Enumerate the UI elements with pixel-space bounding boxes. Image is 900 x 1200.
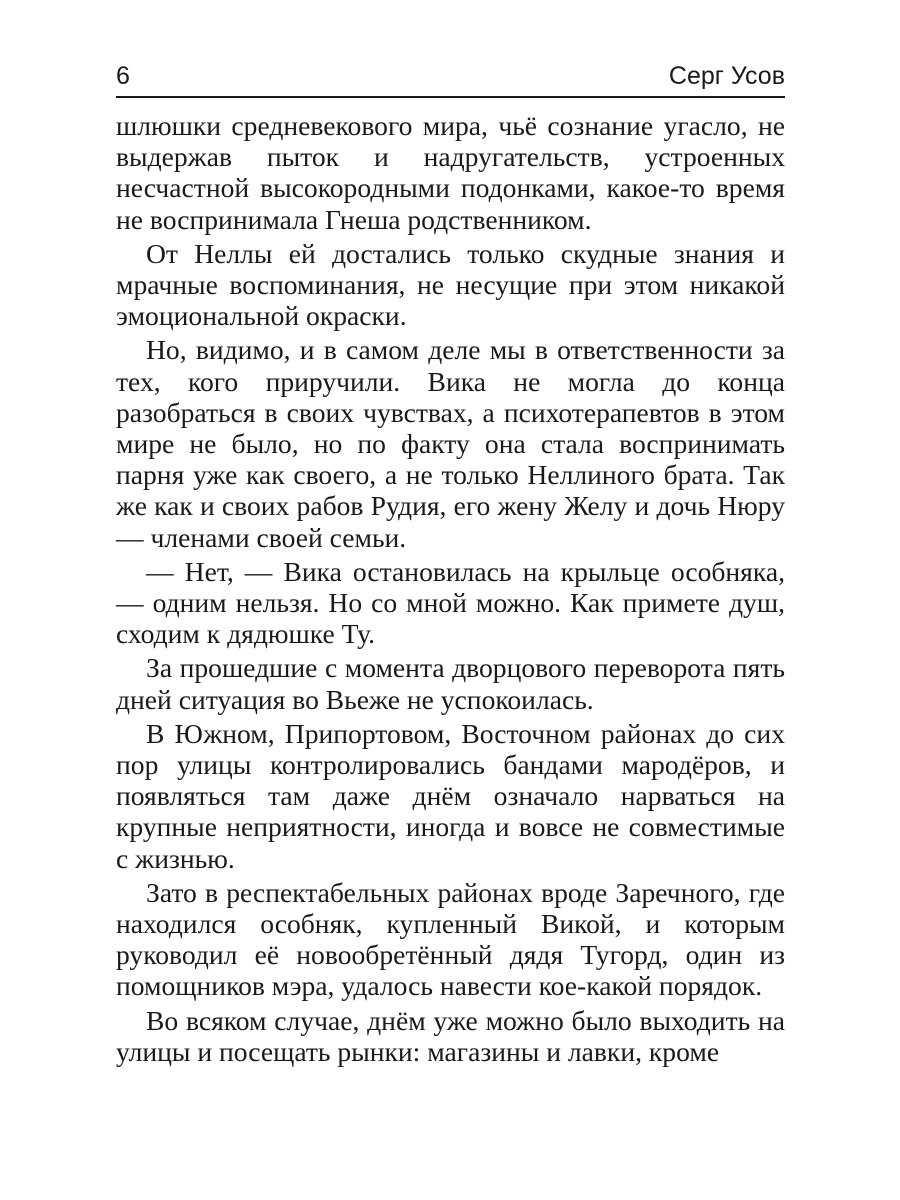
author-name: Серг Усов [668,62,785,90]
paragraph: Но, видимо, и в самом деле мы в ответственности за тех, кого приручили. Вика не могла до конца разобраться в своих чувствах, а психотерапевтов в этом мире не было, но по факту она стала воспринимать парня уже как своего, а не только Неллиного брата. Так же как и своих рабов Рудия, его жену Желу и дочь Нюру — членами своей семьи. [116,334,785,553]
paragraph: За прошедшие с момента дворцового переворота пять дней ситуация во Вьеже не успокоилась. [116,652,785,715]
paragraph: шлюшки средневекового мира, чьё сознание угасло, не выдержав пыток и надругательств, устроенных несчастной высокородными подонками, какое-то время не воспринимала Гнеша родственником. [116,110,785,235]
paragraph: От Неллы ей достались только скудные знания и мрачные воспоминания, не несущие при этом никакой эмоциональной окраски. [116,237,785,332]
paragraph: — Нет, — Вика остановилась на крыльце особняка, — одним нельзя. Но со мной можно. Как примете душ, сходим к дядюшке Ту. [116,555,785,650]
running-head [116,58,785,94]
page-number: 6 [116,62,130,90]
book-page [116,58,785,1067]
header-rule [116,96,785,98]
paragraph: Во всяком случае, днём уже можно было выходить на улицы и посещать рынки: магазины и лавки, кроме [116,1004,785,1067]
body-text [116,110,785,1067]
paragraph: В Южном, Припортовом, Восточном районах до сих пор улицы контролировались бандами мародёров, и появляться там даже днём означало нарваться на крупные неприятности, иногда и вовсе не совместимые с жизнью. [116,717,785,874]
paragraph: Зато в респектабельных районах вроде Заречного, где находился особняк, купленный Викой, и которым руководил её новообретённый дядя Тугорд, один из помощников мэра, удалось навести кое-какой порядок. [116,876,785,1002]
